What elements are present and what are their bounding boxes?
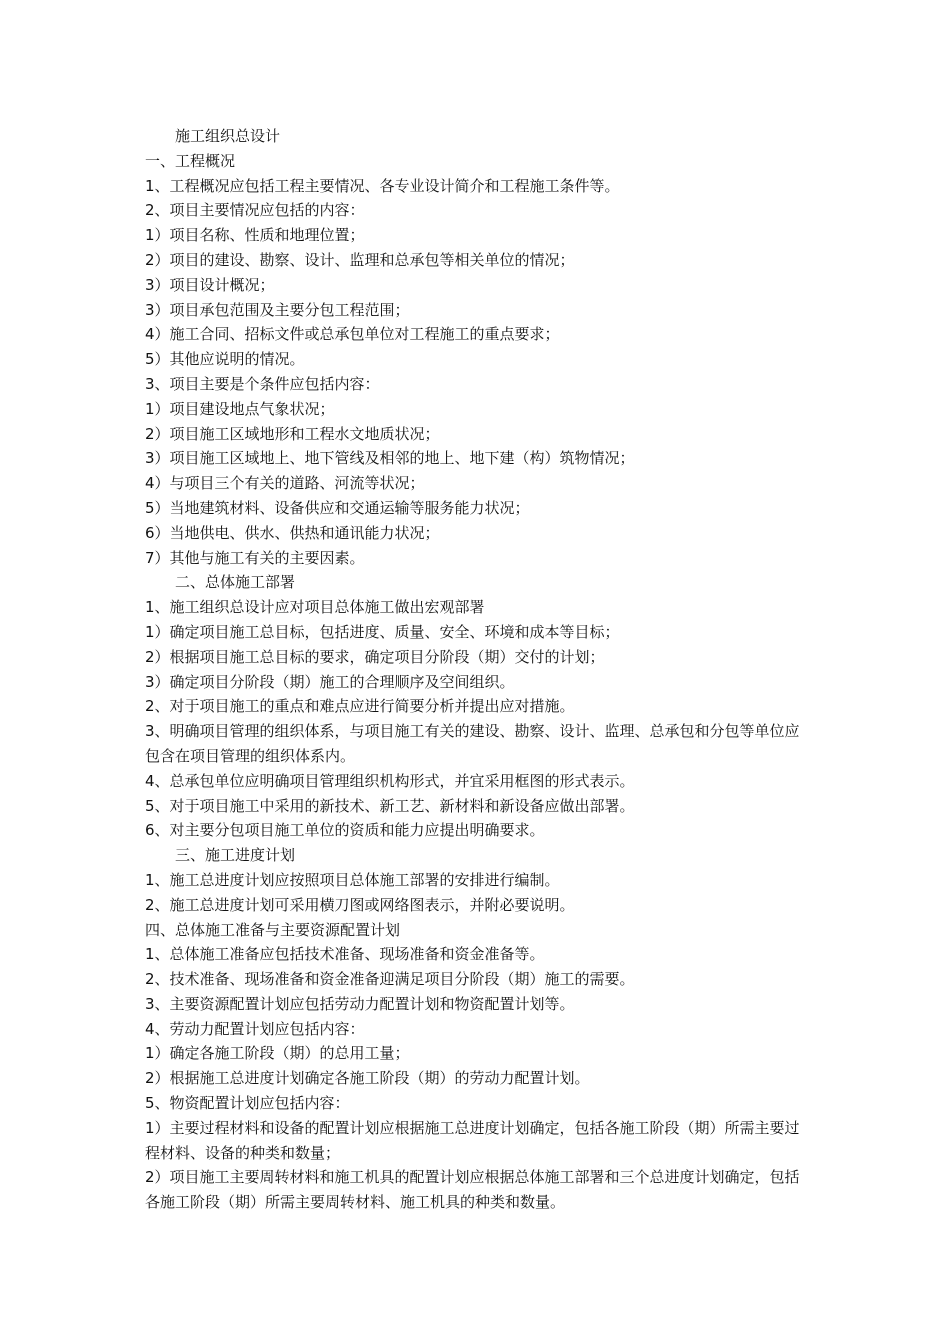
text-line: 2）项目施工主要周转材料和施工机具的配置计划应根据总体施工部署和三个总进度计划确定，包括各施工阶段（期）所需主要周转材料、施工机具的种类和数量。	[145, 1168, 800, 1212]
section-heading: 施工组织总设计	[175, 127, 281, 145]
section-heading: 二、总体施工部署	[175, 573, 296, 592]
text-line: 1、工程概况应包括工程主要情况、各专业设计简介和工程施工条件等。	[145, 176, 620, 195]
text-line: 3、明确项目管理的组织体系，与项目施工有关的建设、勘察、设计、监理、总承包和分包等单位应包含在项目管理的组织体系内。	[145, 722, 800, 765]
text-line: 4）施工合同、招标文件或总承包单位对工程施工的重点要求；	[145, 325, 560, 344]
text-line: 3、项目主要是个条件应包括内容：	[145, 374, 380, 393]
text-line: 1、施工组织总设计应对项目总体施工做出宏观部署	[145, 598, 485, 617]
text-line: 2、项目主要情况应包括的内容：	[145, 201, 365, 220]
text-line: 2、施工总进度计划可采用横刀图或网络图表示，并附必要说明。	[145, 895, 575, 914]
text-line: 一、工程概况	[145, 151, 236, 170]
text-line: 四、总体施工准备与主要资源配置计划	[145, 920, 401, 939]
text-line: 4、劳动力配置计划应包括内容：	[145, 1019, 365, 1038]
text-line: 1、施工总进度计划应按照项目总体施工部署的安排进行编制。	[145, 870, 560, 889]
text-line: 2）根据施工总进度计划确定各施工阶段（期）的劳动力配置计划。	[145, 1069, 590, 1088]
text-line: 1）确定项目施工总目标，包括进度、质量、安全、环境和成本等目标；	[145, 622, 620, 641]
text-line: 5、对于项目施工中采用的新技术、新工艺、新材料和新设备应做出部署。	[145, 796, 635, 815]
text-line: 3）项目承包范围及主要分包工程范围；	[145, 300, 410, 319]
text-line: 2）根据项目施工总目标的要求，确定项目分阶段（期）交付的计划；	[145, 647, 605, 666]
text-line: 3）确定项目分阶段（期）施工的合理顺序及空间组织。	[145, 672, 515, 691]
text-line: 3）项目施工区域地上、地下管线及相邻的地上、地下建（构）筑物情况；	[145, 449, 635, 468]
text-line: 7）其他与施工有关的主要因素。	[145, 548, 365, 567]
document-body	[145, 124, 810, 1215]
text-line: 3）项目设计概况；	[145, 275, 275, 294]
section-heading: 三、施工进度计划	[175, 846, 296, 865]
text-line: 1）确定各施工阶段（期）的总用工量；	[145, 1044, 410, 1063]
text-line: 2、对于项目施工的重点和难点应进行简要分析并提出应对措施。	[145, 697, 575, 716]
text-line: 6、对主要分包项目施工单位的资质和能力应提出明确要求。	[145, 821, 545, 840]
text-line: 2）项目施工区域地形和工程水文地质状况；	[145, 424, 440, 443]
text-line: 1）主要过程材料和设备的配置计划应根据施工总进度计划确定，包括各施工阶段（期）所需主要过程材料、设备的种类和数量；	[145, 1118, 800, 1162]
text-line: 2）项目的建设、勘察、设计、监理和总承包等相关单位的情况；	[145, 250, 575, 269]
text-line: 5）当地建筑材料、设备供应和交通运输等服务能力状况；	[145, 498, 530, 517]
text-line: 5、物资配置计划应包括内容：	[145, 1094, 350, 1113]
text-line: 1、总体施工准备应包括技术准备、现场准备和资金准备等。	[145, 945, 545, 964]
text-line: 4、总承包单位应明确项目管理组织机构形式，并宜采用框图的形式表示。	[145, 771, 635, 790]
text-line: 1）项目建设地点气象状况；	[145, 399, 335, 418]
text-line: 4）与项目三个有关的道路、河流等状况；	[145, 474, 425, 493]
text-line: 2、技术准备、现场准备和资金准备迎满足项目分阶段（期）施工的需要。	[145, 970, 635, 989]
text-line: 5）其他应说明的情况。	[145, 350, 305, 369]
text-line: 1）项目名称、性质和地理位置；	[145, 226, 365, 245]
text-line: 3、主要资源配置计划应包括劳动力配置计划和物资配置计划等。	[145, 994, 575, 1013]
text-line: 6）当地供电、供水、供热和通讯能力状况；	[145, 523, 440, 542]
